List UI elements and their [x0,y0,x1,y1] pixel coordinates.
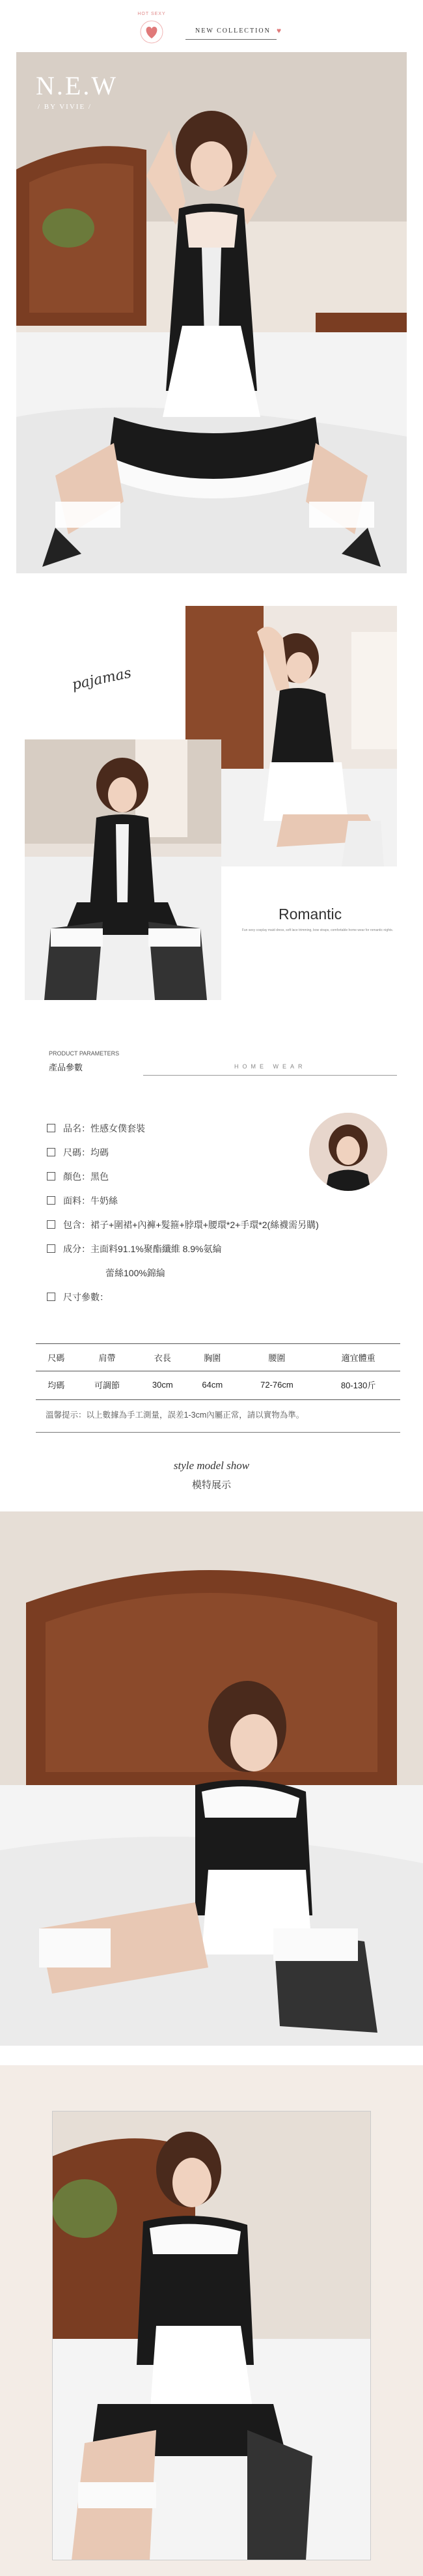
table-header: 腰圍 [268,1352,286,1363]
model-show-title-en: style model show [173,1459,250,1472]
table-cell: 可調節 [94,1380,120,1390]
logo-text: HOT SEXY [137,12,166,16]
checkbox-icon [47,1293,55,1301]
seated-photo [25,739,221,1000]
param-item [47,1194,411,1218]
params-title-zh: 產品參數 [49,1063,83,1072]
param-item [47,1291,411,1315]
hero-subtitle: / BY VIVIE / [38,103,92,111]
checkbox-icon [47,1172,55,1181]
param-color: 顏色：黑色 [63,1171,109,1182]
table-header: 胸圍 [204,1352,221,1363]
new-collection-label: NEW COLLECTION [195,27,271,35]
home-wear-label: HOME WEAR [234,1063,307,1070]
table-cell: 80-130斤 [340,1380,376,1390]
param-item [47,1146,411,1170]
checkbox-icon [47,1148,55,1156]
table-header: 衣長 [154,1352,171,1363]
table-header: 肩帶 [98,1352,116,1363]
hero-title: N.E.W [36,71,118,100]
small-heart-icon: ♥ [277,26,282,35]
param-item [47,1170,411,1194]
measurement-notice: 溫馨提示：以上數據為手工測量，誤差1-3cm內屬正常，請以實物為準。 [46,1410,305,1420]
checkbox-icon [47,1196,55,1205]
table-header: 適宜體重 [341,1352,375,1363]
param-composition: 成分：主面料91.1%聚酯纖維 8.9%氨綸 [63,1244,222,1254]
photo-frame-border [52,2111,371,2560]
table-cell: 72-76cm [260,1379,293,1390]
param-size: 尺碼：均碼 [63,1147,109,1158]
param-lace: 蕾絲100%錦綸 [105,1268,165,1278]
param-fabric: 面料：牛奶絲 [63,1195,118,1206]
model-show-title-zh: 模特展示 [191,1480,231,1491]
notice-divider [36,1432,400,1433]
romantic-description: Fun sexy cosplay maid dress, soft lace trimming, bow straps, comfortable home wear for romantic nights. [241,928,394,932]
checkbox-icon [47,1244,55,1253]
param-includes: 包含：裙子+圍裙+內褲+髮箍+脖環+腰環*2+手環*2(絲襪需另購) [63,1220,319,1230]
table-cell: 30cm [152,1379,173,1390]
param-name: 品名：性感女僕套裝 [63,1123,145,1134]
table-header-row [36,1343,400,1371]
romantic-heading: Romantic [279,906,342,923]
header-divider [185,39,277,40]
heart-logo-icon [138,18,165,46]
param-size-label: 尺寸參數： [63,1292,109,1302]
checkbox-icon [47,1124,55,1132]
param-item [47,1218,411,1242]
table-line-bottom [36,1399,400,1400]
model-photo-reclining [0,1511,423,2046]
params-divider [143,1075,397,1076]
table-cell: 均碼 [48,1380,65,1390]
table-header: 尺碼 [48,1352,65,1363]
param-item [47,1242,411,1267]
pajamas-script: pajamas [70,665,133,694]
param-item-sub [47,1267,411,1291]
table-cell: 64cm [202,1379,223,1390]
checkbox-icon [47,1220,55,1229]
params-list [47,1122,411,1315]
hero-photo [16,52,407,573]
param-item [47,1122,411,1146]
table-row [36,1371,400,1398]
params-title-en: PRODUCT PARAMETERS [49,1050,120,1057]
